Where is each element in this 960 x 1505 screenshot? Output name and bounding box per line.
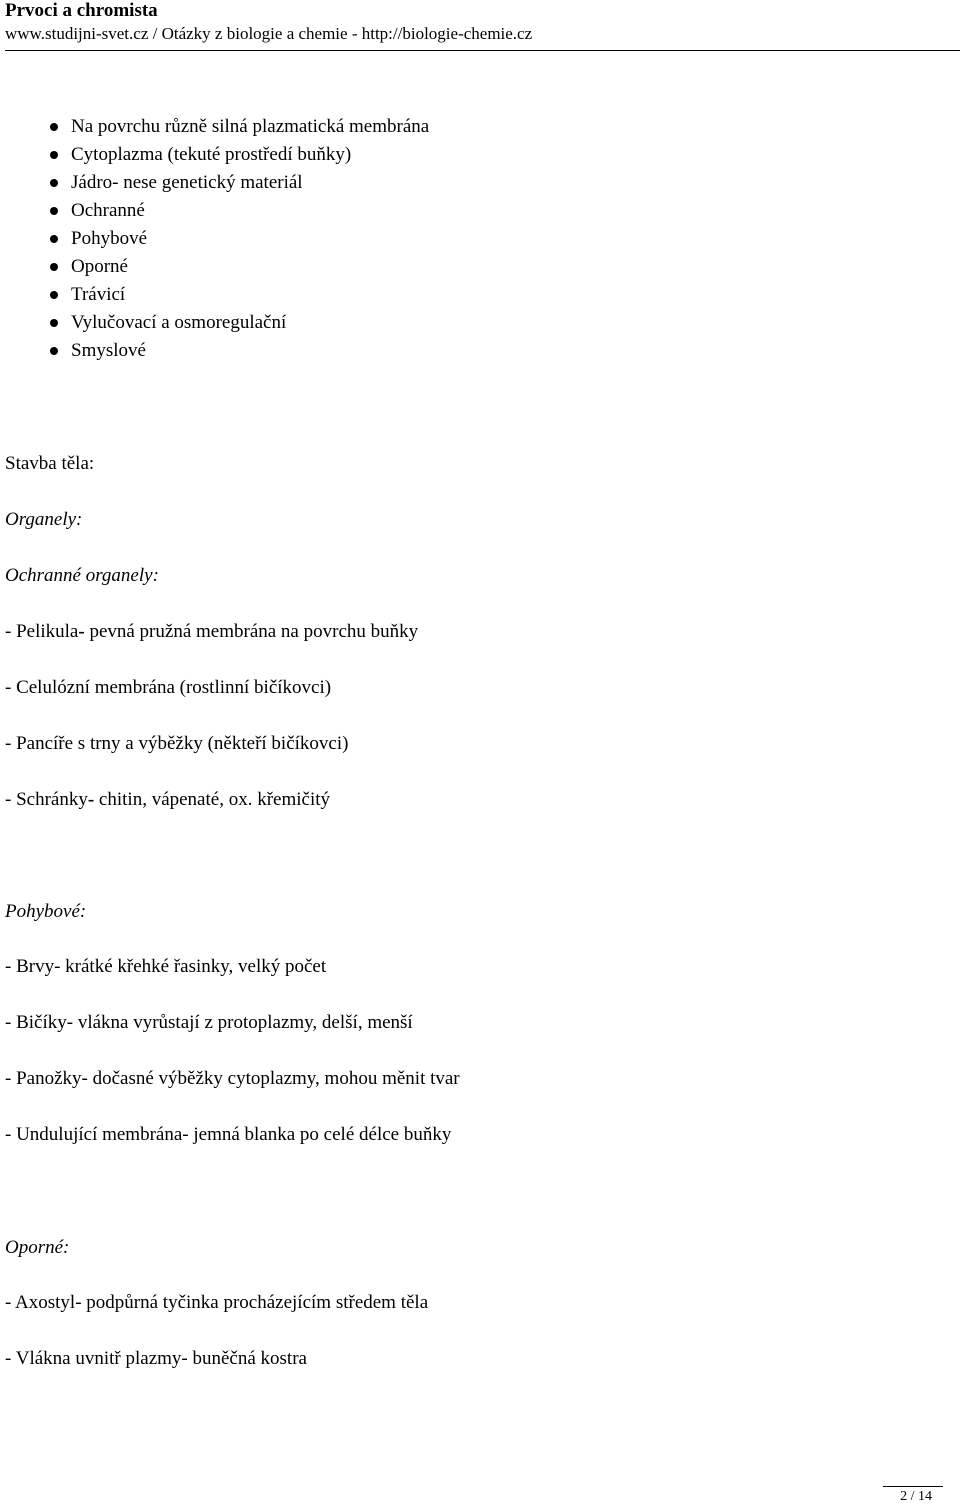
footer-divider	[883, 1486, 943, 1487]
bullet-icon	[50, 207, 58, 215]
list-item: Oporné	[0, 253, 429, 281]
list-item: - Panožky- dočasné výběžky cytoplazmy, mohou měnit tvar	[5, 1068, 460, 1089]
bullet-list	[0, 113, 429, 365]
list-item: Vylučovací a osmoregulační	[0, 309, 429, 337]
list-item: - Pancíře s trny a výběžky (někteří bičíkovci)	[5, 733, 349, 754]
list-item: Smyslové	[0, 337, 429, 365]
list-item: - Brvy- krátké křehké řasinky, velký počet	[5, 956, 327, 977]
bullet-icon	[50, 235, 58, 243]
header-divider	[5, 50, 960, 51]
list-item: Jádro- nese genetický materiál	[0, 169, 429, 197]
document-source: www.studijni-svet.cz / Otázky z biologie a chemie - http://biologie-chemie.cz	[5, 24, 533, 43]
bullet-icon	[50, 123, 58, 131]
list-item: Pohybové	[0, 225, 429, 253]
subheading-ochranne: Ochranné organely:	[5, 565, 159, 586]
list-item: - Celulózní membrána (rostlinní bičíkovci)	[5, 677, 332, 698]
page-number: 2 / 14	[900, 1489, 932, 1504]
bullet-icon	[50, 151, 58, 159]
list-item: - Bičíky- vlákna vyrůstají z protoplazmy, delší, menší	[5, 1012, 413, 1033]
list-item: - Undulující membrána- jemná blanka po celé délce buňky	[5, 1124, 452, 1145]
list-item: Trávicí	[0, 281, 429, 309]
list-item: - Axostyl- podpůrná tyčinka procházejícím středem těla	[5, 1292, 429, 1313]
bullet-icon	[50, 179, 58, 187]
bullet-icon	[50, 347, 58, 355]
section-heading-stavba: Stavba těla:	[5, 453, 95, 474]
bullet-icon	[50, 263, 58, 271]
subheading-pohybove: Pohybové:	[5, 901, 87, 922]
list-item: - Vlákna uvnitř plazmy- buněčná kostra	[5, 1348, 307, 1369]
bullet-icon	[50, 319, 58, 327]
list-item: Cytoplazma (tekuté prostředí buňky)	[0, 141, 429, 169]
subheading-organely: Organely:	[5, 509, 83, 530]
subheading-oporne: Oporné:	[5, 1237, 70, 1258]
list-item: - Schránky- chitin, vápenaté, ox. křemičitý	[5, 789, 331, 810]
document-title: Prvoci a chromista	[5, 0, 158, 21]
list-item: Na povrchu různě silná plazmatická membrána	[0, 113, 429, 141]
bullet-icon	[50, 291, 58, 299]
list-item: Ochranné	[0, 197, 429, 225]
list-item: - Pelikula- pevná pružná membrána na povrchu buňky	[5, 621, 419, 642]
